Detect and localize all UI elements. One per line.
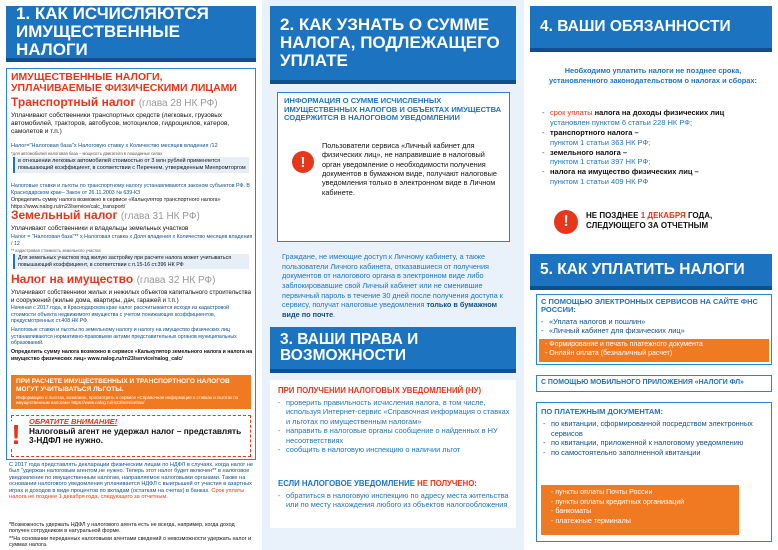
- payment-item: - по самостоятельно заполненной квитанции: [543, 448, 767, 458]
- electronic-heading: С ПОМОЩЬЮ ЭЛЕКТРОННЫХ СЕРВИСОВ НА САЙТЕ ФНС РОССИИ:: [541, 297, 758, 315]
- column-2: [262, 0, 524, 550]
- property-p3: Определить сумму налога возможно в сервисе «Калькулятор земельного налога и налога на имущество физических лиц» www.nalog.ru/rn23/service/nalog_calc/: [11, 349, 253, 362]
- attention-label: ОБРАТИТЕ ВНИМАНИЕ!: [29, 417, 118, 426]
- benefits-banner: [11, 375, 251, 409]
- land-heading: Земельный налог (глава 31 НК РФ): [11, 208, 200, 222]
- mobile-heading[interactable]: С ПОМОЩЬЮ МОБИЛЬНОГО ПРИЛОЖЕНИЯ «НАЛОГИ ФЛ»: [541, 379, 744, 386]
- agent-text: С 2017 года представлять декларации физическим лицам по НДФЛ в случаях, когда налог не был "удержан налоговым агентом,не нужно. Теперь этот налог будет включен** в налоговое уведомление по имущественным налогам, направляемое налоговыми органами. Также на основании налогового уведомления уплачивается НДФЛ с выигрышей от участия в азартных играх и доходов в виде процентов по вкладам (остаткам на счетах) в банках. Срок уплаты налога не позднее 1 декабря года, следующего за отчетным.: [9, 462, 253, 501]
- point-item: - банкоматы: [551, 507, 592, 516]
- paper-notice: Граждане, не имеющие доступ к Личному кабинету, а также пользователи Личного кабинета, отказавшиеся от получения документов от налогового органа в электронном виде либо заблокировавшие свой Личный кабинет или не сменившие первичный пароль в течение 30 дней после получения доступа к сервису, получат налоговые уведомления только в бумажном виде по почте.: [282, 252, 503, 319]
- electronic-list: [541, 317, 769, 336]
- not-received-item: - обратиться в налоговую инспекцию по адресу места жительства или по месту нахождения любого из объектов налогообложения: [278, 491, 510, 510]
- land-desc: Уплачивают собственники и владельцы земельных участков: [11, 225, 189, 232]
- transport-calc: Определить сумму налога возможно в сервисе «Калькулятор транспортного налога» https://www.nalog.ru/rn23/service/calc_transport/: [11, 197, 221, 210]
- service-item[interactable]: - «Личный кабинет для физических лиц»: [541, 326, 769, 335]
- duties-intro: Необходимо уплатить налоги не позднее срока, установленного законодательством о налогах и сборах:: [549, 66, 757, 85]
- service-item[interactable]: - «Уплата налогов и пошлин»: [541, 317, 769, 326]
- property-p2: Налоговые ставки и льготы по земельному налогу и налогу на имущество физических лиц устанавливаются нормативно-правовыми актами представительных органов муниципальных образований.: [11, 327, 237, 346]
- option-item: - Формирование и печать платежного документа: [545, 341, 703, 348]
- section-4-title: 4. ВАШИ ОБЯЗАННОСТИ: [530, 6, 772, 52]
- land-note: Для земельных участков под жилую застройку при расчете налога может учитываться повышающий коэффициент, в соответствии с п.15-16 ст.396 НК РФ: [13, 254, 249, 269]
- duty-item: - срок уплаты налога на доходы физических лиц установлен пунктом 6 статьи 228 НК РФ;: [542, 108, 774, 128]
- footnote-2: **На основании переданных налоговыми агентами сведений о невозможности удержать налог и суммах налога.: [9, 536, 252, 549]
- duty-item: - налога на имущество физических лиц – пунктом 1 статьи 409 НК РФ: [542, 167, 774, 187]
- payment-docs-list: [543, 419, 767, 458]
- electronic-box: [536, 294, 772, 365]
- payment-points: [541, 485, 739, 535]
- payment-item: - по квитанции, приложенной к налоговому уведомлению: [543, 438, 767, 448]
- rights-list: [278, 398, 510, 455]
- benefits-sub: Информацию о льготах, возможно, просмотреть в сервисе «Справочная информация о ставках и льготах по имущественным налогам» https://www.nalog.ru/rn23/service/tax/: [16, 395, 239, 406]
- notice-title: ИНФОРМАЦИЯ О СУММЕ ИСЧИСЛЕННЫХ ИМУЩЕСТВЕННЫХ НАЛОГОВ И ОБЪЕКТАХ ИМУЩЕСТВА СОДЕРЖИТСЯ В НАЛОГОВОМ УВЕДОМЛЕНИИ: [284, 96, 502, 123]
- not-received-heading: ЕСЛИ НАЛОГОВОЕ УВЕДОМЛЕНИЕ НЕ ПОЛУЧЕНО:: [278, 479, 477, 488]
- land-formula: Налог = "Налоговая база"** х Налоговая ставка х Доля владения х Количество месяцев владения / 12: [11, 234, 253, 247]
- transport-rates: Налоговые ставки и льготы по транспортному налогу устанавливаются законом субъектов РФ. В Краснодарском крае– Закон от 26.11.2003 № 639-КЗ: [11, 183, 250, 196]
- exclamation-icon: !: [554, 210, 578, 234]
- duties-list: [542, 108, 774, 187]
- duty-item: - земельного налога – пунктом 1 статьи 397 НК РФ;: [542, 148, 774, 168]
- point-item: - пункты оплаты кредитных организаций: [551, 497, 685, 506]
- transport-desc: Уплачивают собственники транспортных средств (легковых, грузовых автомобилей, тракторов, автобусов, мотоциклов, гидроциклов, катеров, самолетов и т.п.): [11, 112, 230, 136]
- payment-docs-box: [536, 402, 772, 542]
- exclamation-icon: !: [292, 151, 314, 173]
- payment-item: - по квитанции, сформированной посредством электронных сервисов: [543, 419, 767, 438]
- section-2-title: 2. КАК УЗНАТЬ О СУММЕ НАЛОГА, ПОДЛЕЖАЩЕГО УПЛАТЕ: [270, 6, 516, 84]
- column-1: [0, 0, 262, 550]
- transport-formula-note: *для автомобилей налоговая база – мощность двигателя в лошадиных силах: [11, 151, 163, 156]
- mobile-box: [536, 375, 772, 392]
- notice-box: [277, 92, 510, 242]
- transport-formula: Налог="Налоговая база"х Налоговую ставку х Количество месяцев владения /12: [11, 143, 218, 149]
- notice-text-part: Пользователи сервиса «Личный кабинет для физических лиц», не направившие в налоговый орган уведомление о необходимости получения документов в бумажном виде, получают налоговые уведомления только в электронном виде в Личном кабинете.: [322, 141, 497, 197]
- property-desc: Уплачивают собственники жилых и нежилых объектов капитального строительства и сооружений (жилые дома, квартиры, дач, гаражей и т.п.): [11, 289, 252, 304]
- footnote-1: *Возможность удержать НДФЛ у налогового агента есть не всегда, например, когда доход получен сотрудником в натуральной форме.: [9, 522, 235, 535]
- deadline-text: НЕ ПОЗДНЕЕ 1 ДЕКАБРЯ ГОДА, СЛЕДУЮЩЕГО ЗА ОТЧЕТНЫМ: [586, 211, 713, 231]
- option-item: - Онлайн оплата (безналичный расчет): [545, 350, 673, 358]
- rights-item: - сообщить в налоговую инспекцию о наличии льгот: [278, 445, 510, 454]
- point-item: - платежные терминалы: [551, 516, 631, 525]
- agent-heading: Налоговый агент не удержал налог – представлять 3-НДФЛ не нужно.: [29, 426, 242, 446]
- section-5-title: 5. КАК УПЛАТИТЬ НАЛОГИ: [530, 254, 772, 290]
- property-p1: Начиная с 2017 года, в Краснодарском крае налог рассчитывается исходя из кадастровой стоимости объекта недвижимого имущества с учетом понижающих коэффициентов, предусмотренных ст.408 НК РФ.: [11, 305, 229, 324]
- land-formula-note: ** кадастровая стоимость земельного участка: [11, 248, 101, 253]
- transport-heading: Транспортный налог (глава 28 НК РФ): [11, 95, 218, 109]
- transport-note: в отношении легковых автомобилей стоимостью от 3 млн рублей применяется повышающий коэффициент, в соответствии с Перечнем, утвержденным Минпромторгом: [13, 157, 249, 173]
- section-1-title: 1. КАК ИСЧИСЛЯЮТСЯ ИМУЩЕСТВЕННЫЕ НАЛОГИ: [6, 6, 256, 62]
- property-heading: Налог на имущество (глава 32 НК РФ): [11, 272, 216, 286]
- property-taxes-box: [6, 68, 256, 460]
- point-item: - пункты оплаты Почты России: [551, 488, 653, 496]
- rights-heading: ПРИ ПОЛУЧЕНИИ НАЛОГОВЫХ УВЕДОМЛЕНИЙ (НУ): [278, 386, 482, 395]
- rights-box: [270, 380, 516, 528]
- box-title: ИМУЩЕСТВЕННЫЕ НАЛОГИ, УПЛАЧИВАЕМЫЕ ФИЗИЧЕСКИМИ ЛИЦАМИ: [11, 71, 237, 95]
- benefits-title: ПРИ РАСЧЕТЕ ИМУЩЕСТВЕННЫХ И ТРАНСПОРТНОГО НАЛОГОВ МОГУТ УЧИТЫВАТЬСЯ ЛЬГОТЫ.: [16, 378, 230, 393]
- exclamation-icon: !: [9, 421, 23, 449]
- rights-item: - проверить правильность исчисления налога, в том числе, используя Интернет-сервис «Справочная информация о ставках и льготах по имущественным налогам»: [278, 398, 510, 426]
- rights-item: - направить в налоговые органы сообщение о найденных в НУ несоответствиях: [278, 426, 510, 445]
- not-received-list: [278, 491, 510, 510]
- duty-item: - транспортного налога – пунктом 1 статьи 363 НК РФ;: [542, 128, 774, 148]
- electronic-options: [539, 339, 769, 362]
- payment-docs-heading: ПО ПЛАТЕЖНЫМ ДОКУМЕНТАМ:: [541, 407, 663, 416]
- column-3: [524, 0, 778, 550]
- section-3-title: 3. ВАШИ ПРАВА И ВОЗМОЖНОСТИ: [270, 327, 516, 373]
